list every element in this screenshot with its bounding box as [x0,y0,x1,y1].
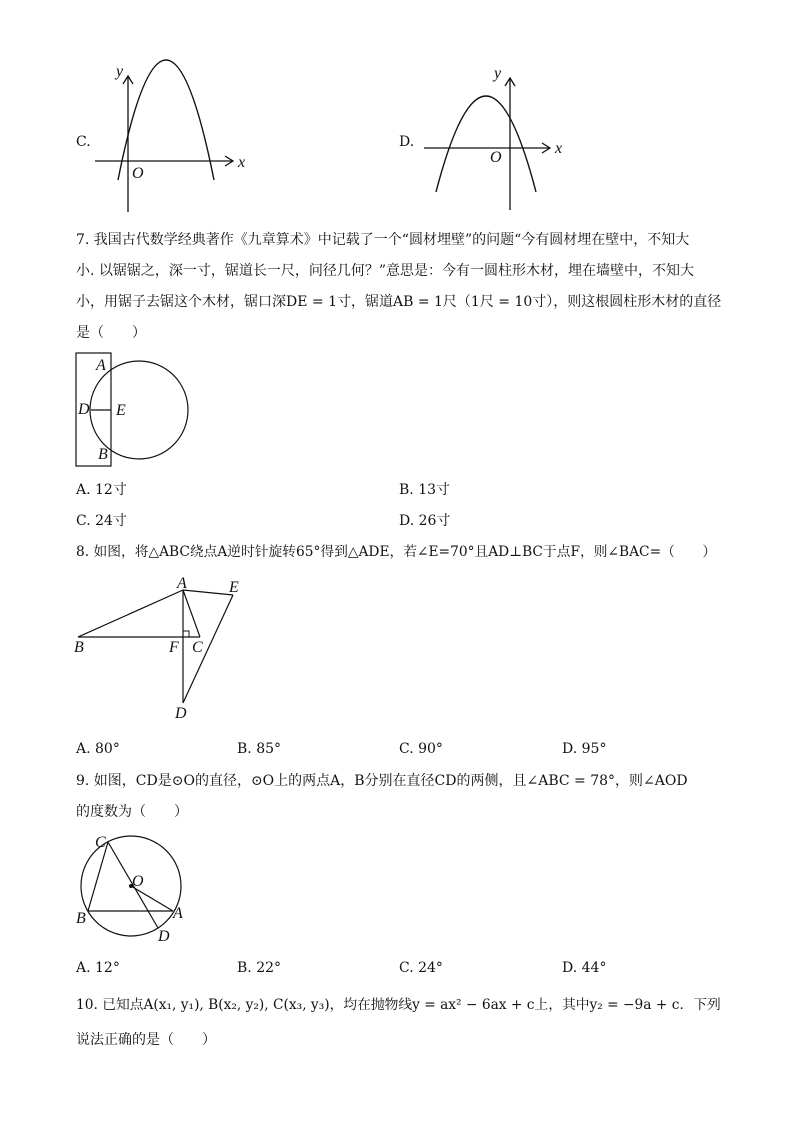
q8-label-e: E [229,579,239,596]
q7-label-a: A [96,357,106,374]
q8-option-b[interactable]: B. 85° [237,741,282,757]
q9-label-c: C [95,834,106,851]
graph-d-origin-label: O [490,149,502,166]
q9-label-b: B [76,910,86,927]
q9-label-o: O [132,873,144,890]
q8-label-d: D [175,705,187,722]
graph-d-x-label: x [555,140,563,157]
graph-c-x-label: x [238,154,246,171]
q10-line-2: 说法正确的是（ ） [76,1032,216,1048]
q7-option-d[interactable]: D. 26寸 [399,513,451,529]
q9-option-c[interactable]: C. 24° [399,960,443,976]
graph-d-y-label: y [494,65,502,82]
q8-option-d[interactable]: D. 95° [562,741,607,757]
q8-label-b: B [74,639,84,656]
q7-label-d: D [78,401,90,418]
q7-option-c[interactable]: C. 24寸 [76,513,127,529]
q7-label-e: E [116,402,126,419]
q8-label-f: F [169,639,179,656]
graph-c-y-label: y [116,63,124,80]
q7-line-1: 7. 我国古代数学经典著作《九章算术》中记载了一个“圆材埋壁”的问题“今有圆材埋在壁中，不知大 [76,232,690,248]
q7-line-3: 小，用锯子去锯这个木材，锯口深DE = 1寸，锯道AB = 1尺（1尺 = 10寸），则这根圆柱形木材的直径 [76,294,722,310]
q9-line-1: 9. 如图，CD是⊙O的直径，⊙O上的两点A，B分别在直径CD的两侧，且∠ABC = 78°，则∠AOD [76,773,688,789]
q8-label-a: A [177,575,187,592]
q9-label-a: A [173,905,183,922]
q7-line-2: 小. 以锯锯之，深一寸，锯道长一尺，问径几何？”意思是：今有一圆柱形木材，埋在墙壁中，不知大 [76,263,695,279]
q8-label-c: C [192,639,203,656]
option-c-label: C. [76,134,91,150]
q7-option-b[interactable]: B. 13寸 [399,482,451,498]
q9-line-2: 的度数为（ ） [76,804,188,820]
graph-c-origin-label: O [132,165,144,182]
q9-option-b[interactable]: B. 22° [237,960,282,976]
q9-chord-cb [88,842,108,911]
option-d-label: D. [399,134,415,150]
q10-line-1: 10. 已知点A(x₁, y₁), B(x₂, y₂), C(x₃, y₃)，均在抛物线y = ax² − 6ax + c上，其中y₂ = −9a + c．下列 [76,997,721,1013]
q7-label-b: B [98,446,108,463]
q7-option-a[interactable]: A. 12寸 [76,482,127,498]
q9-label-d: D [158,928,170,945]
q9-option-d[interactable]: D. 44° [562,960,607,976]
q8-line-1: 8. 如图，将△ABC绕点A逆时针旋转65°得到△ADE，若∠E=70°且AD⊥BC于点F，则∠BAC=（ ） [76,544,717,560]
q8-option-c[interactable]: C. 90° [399,741,443,757]
q7-line-4: 是（ ） [76,325,146,341]
q9-option-a[interactable]: A. 12° [76,960,120,976]
q8-option-a[interactable]: A. 80° [76,741,120,757]
